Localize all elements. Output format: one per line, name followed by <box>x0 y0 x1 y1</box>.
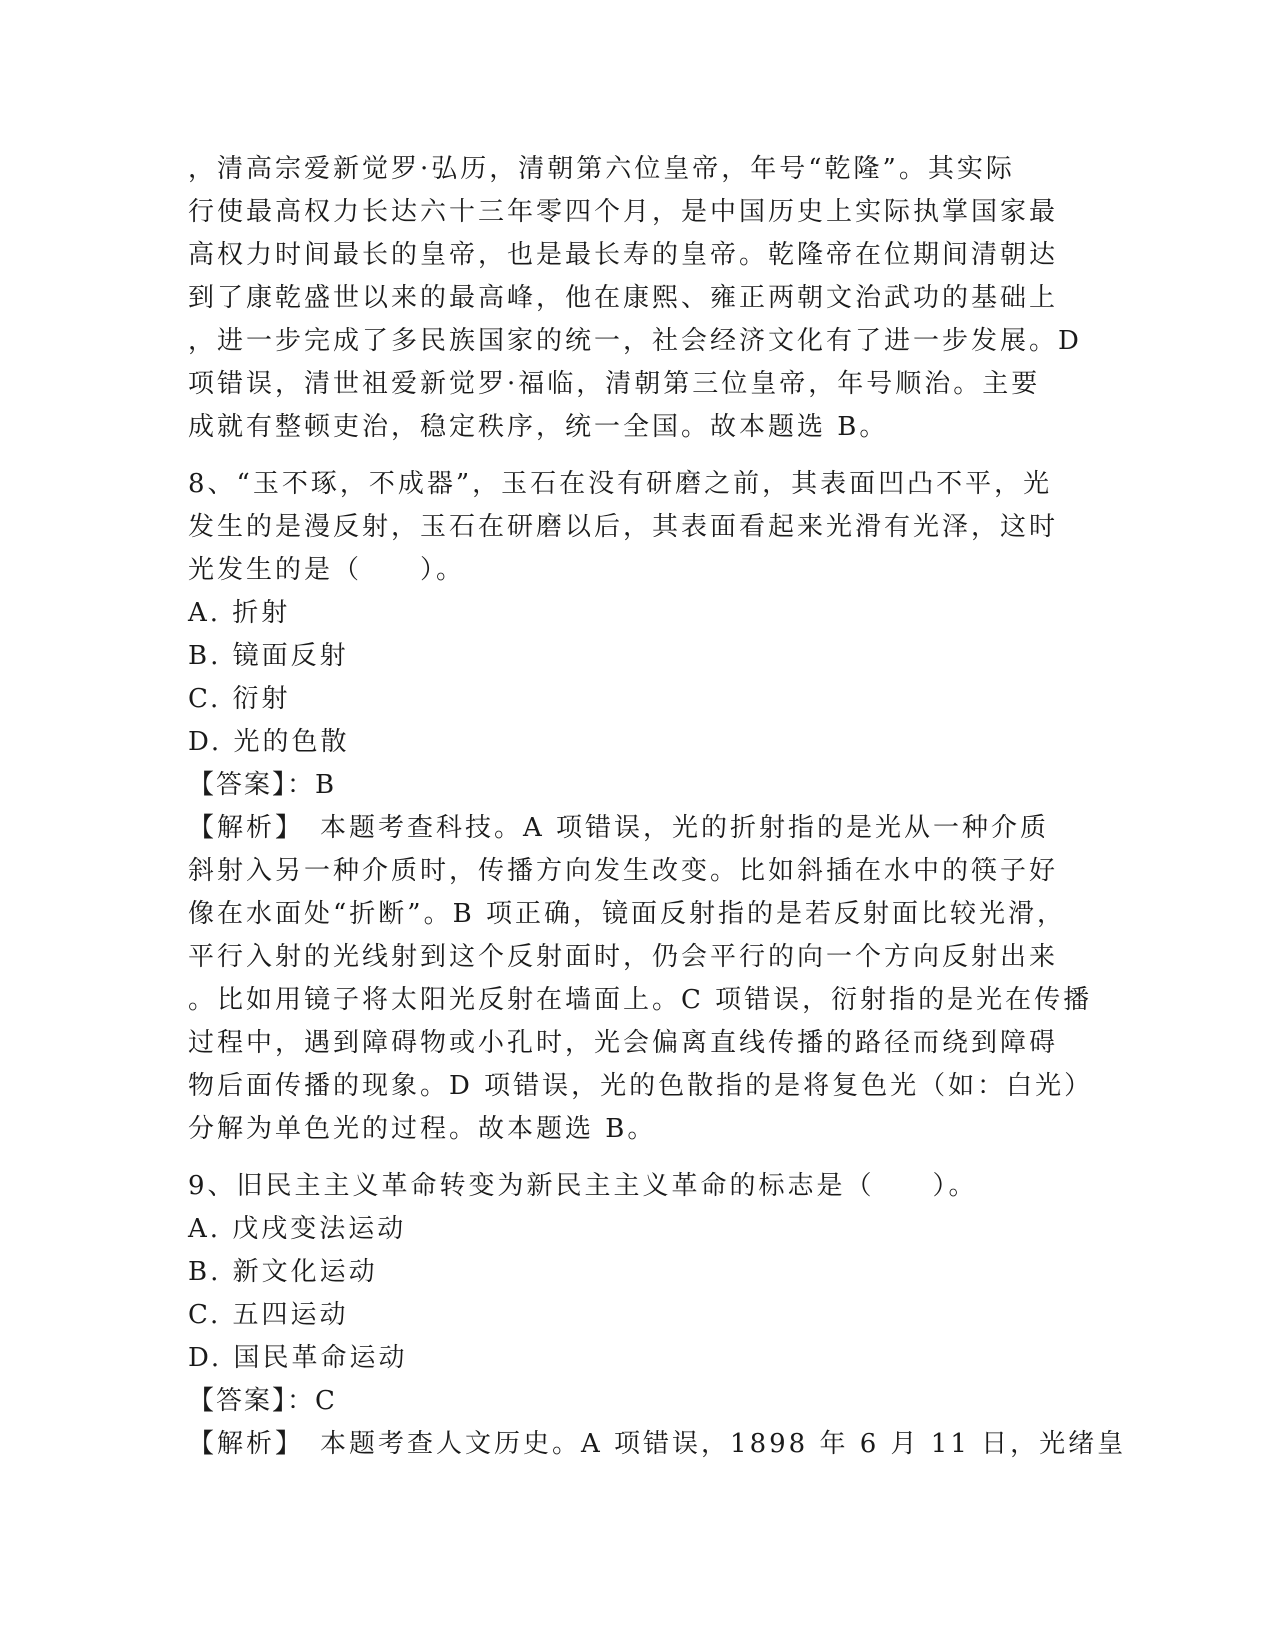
question-9 <box>188 1165 1127 1466</box>
analysis-line: 斜射入另一种介质时，传播方向发生改变。比如斜插在水中的筷子好 <box>188 856 1059 886</box>
question-stem-line: 光发生的是（ ）。 <box>188 555 466 585</box>
analysis-line: 项错误，清世祖爱新觉罗·福临，清朝第三位皇帝，年号顺治。主要 <box>188 369 1041 399</box>
analysis-line: ，清高宗爱新觉罗·弘历，清朝第六位皇帝，年号“乾隆”。其实际 <box>188 154 1015 184</box>
question-stem-line: 9、旧民主主义革命转变为新民主主义革命的标志是（ ）。 <box>188 1171 978 1201</box>
analysis-line: 到了康乾盛世以来的最高峰，他在康熙、雍正两朝文治武功的基础上 <box>188 283 1059 313</box>
analysis-line: 像在水面处“折断”。B 项正确，镜面反射指的是若反射面比较光滑， <box>188 899 1066 929</box>
analysis-line: 物后面传播的现象。D 项错误，光的色散指的是将复色光（如：白光） <box>188 1071 1094 1101</box>
analysis-line: 过程中，遇到障碍物或小孔时，光会偏离直线传播的路径而绕到障碍 <box>188 1028 1059 1058</box>
previous-analysis-continuation <box>188 148 1088 449</box>
option-a: A. 折射 <box>188 598 291 628</box>
paragraph-gap <box>188 1151 1088 1165</box>
question-stem-line: 发生的是漫反射，玉石在研磨以后，其表面看起来光滑有光泽，这时 <box>188 512 1059 542</box>
answer-line: 【答案】：C <box>188 1386 337 1416</box>
option-c: C. 五四运动 <box>188 1300 349 1330</box>
analysis-line: ，进一步完成了多民族国家的统一，社会经济文化有了进一步发展。D <box>188 326 1082 356</box>
analysis-line: 。比如用镜子将太阳光反射在墙面上。C 项错误，衍射指的是光在传播 <box>188 985 1093 1015</box>
analysis-line: 成就有整顿吏治，稳定秩序，统一全国。故本题选 B。 <box>188 412 889 442</box>
option-d: D. 光的色散 <box>188 727 350 757</box>
analysis-line: 行使最高权力长达六十三年零四个月，是中国历史上实际执掌国家最 <box>188 197 1059 227</box>
question-8 <box>188 463 1094 1151</box>
option-b: B. 新文化运动 <box>188 1257 378 1287</box>
analysis-line: 高权力时间最长的皇帝，也是最长寿的皇帝。乾隆帝在位期间清朝达 <box>188 240 1059 270</box>
document-page <box>188 148 1127 1466</box>
analysis-line: 【解析】 本题考查人文历史。A 项错误，1898 年 6 月 11 日，光绪皇 <box>188 1429 1127 1459</box>
paragraph-gap <box>188 449 1088 463</box>
analysis-line: 分解为单色光的过程。故本题选 B。 <box>188 1114 657 1144</box>
analysis-line: 【解析】 本题考查科技。A 项错误，光的折射指的是光从一种介质 <box>188 813 1050 843</box>
answer-line: 【答案】：B <box>188 770 337 800</box>
option-b: B. 镜面反射 <box>188 641 349 671</box>
option-a: A. 戊戌变法运动 <box>188 1214 407 1244</box>
question-stem-line: 8、“玉不琢，不成器”，玉石在没有研磨之前，其表面凹凸不平，光 <box>188 469 1053 499</box>
analysis-line: 平行入射的光线射到这个反射面时，仍会平行的向一个方向反射出来 <box>188 942 1059 972</box>
option-c: C. 衍射 <box>188 684 291 714</box>
option-d: D. 国民革命运动 <box>188 1343 408 1373</box>
